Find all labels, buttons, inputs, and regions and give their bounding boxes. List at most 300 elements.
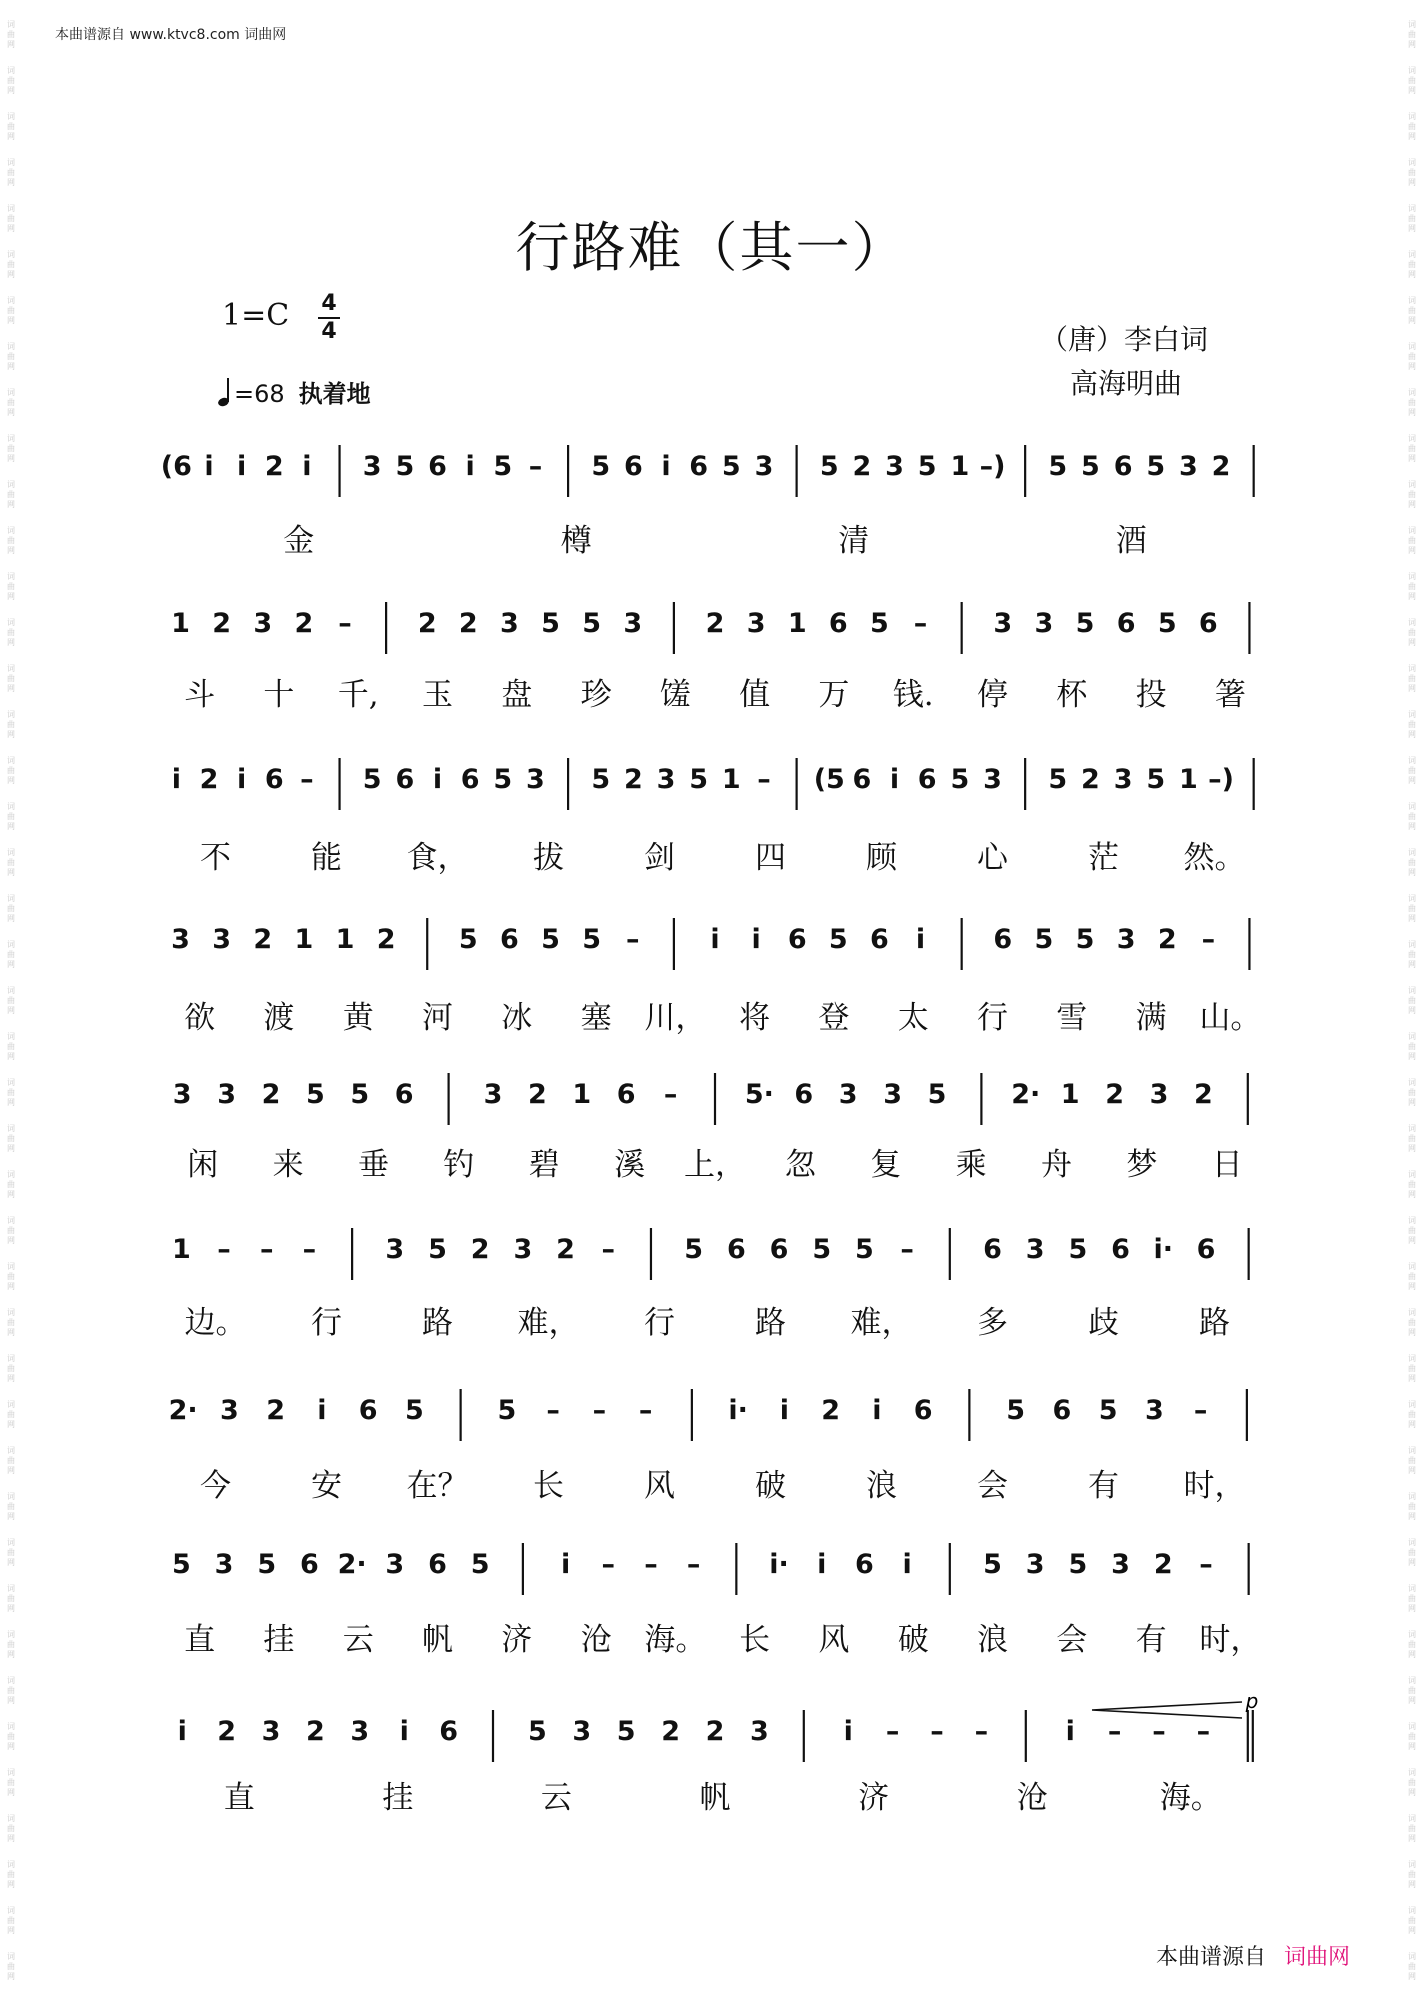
jianpu-note: 6 [428,451,447,482]
watermark-mark: 词 曲 网 [7,618,15,647]
lyric-syllable: 忽 [784,1147,816,1183]
jianpu-note: 6 [983,1234,1002,1265]
time-signature-bottom: 4 [321,319,337,344]
watermark-mark: 词 曲 网 [7,1400,15,1429]
jianpu-note: i [779,1395,790,1426]
watermark-mark: 词 曲 网 [1408,204,1416,233]
watermark-mark: 词 曲 网 [7,1354,15,1383]
jianpu-note: 1 [721,764,741,795]
watermark-mark: 词 曲 网 [7,848,15,877]
lyric-syllable: 垂 [357,1147,389,1183]
jianpu-note: 2 [623,764,643,795]
lyric-syllable: 有 [1135,1622,1167,1658]
jianpu-note: 5 [1157,608,1177,639]
watermark-mark: 词 曲 网 [1408,1584,1416,1613]
watermark-mark: 词 曲 网 [1408,1354,1416,1383]
jianpu-note: 6 [1196,1234,1216,1265]
jianpu-note: – [1107,1716,1122,1747]
watermark-mark: 词 曲 网 [7,1538,15,1567]
watermark-mark: 词 曲 网 [1408,664,1416,693]
jianpu-note: 3 [885,451,904,482]
header-source-line: 本曲谱源自 www.ktvc8.com 词曲网 [55,27,287,43]
watermark-mark: 词 曲 网 [1408,1032,1416,1061]
jianpu-note: 6 [689,451,709,482]
watermark-mark: 词 曲 网 [1408,526,1416,555]
lyric-syllable: 投 [1135,677,1167,713]
jianpu-note: 6 [428,1549,447,1580]
lyric-syllable: 浪 [977,1622,1008,1658]
lyric-syllable: 乘 [955,1147,987,1183]
lyric-syllable: 川， [644,1000,707,1036]
lyric-syllable: 行 [977,1000,1008,1036]
jianpu-note: i [399,1716,409,1747]
watermark-mark: 词 曲 网 [7,1446,15,1475]
jianpu-note: 2 [1157,924,1177,955]
jianpu-note: – [930,1716,944,1747]
lyric-syllable: 万 [818,677,850,713]
lyric-syllable: 有 [1088,1468,1119,1504]
watermark-mark: 词 曲 网 [7,986,15,1015]
expression-marking: 执着地 [298,380,371,408]
jianpu-note: 5 [1146,764,1166,795]
lyric-syllable: 路 [1199,1305,1230,1341]
lyric-syllable: 河 [422,1000,453,1036]
lyric-syllable: 破 [897,1622,929,1658]
jianpu-note: 3 [656,764,676,795]
lyric-syllable: 斗 [184,677,216,713]
lyric-syllable: 馐 [659,677,691,713]
lyric-syllable: 歧 [1088,1305,1119,1341]
jianpu-note: 3 [993,608,1013,639]
jianpu-note: i [302,451,312,482]
jianpu-note: 5 [1048,764,1068,795]
jianpu-note: 3 [483,1079,503,1110]
jianpu-note: 3 [623,608,643,639]
jianpu-note: 1 [171,1234,191,1265]
jianpu-note: – [900,1234,914,1265]
decrescendo-hairpin [1092,1702,1242,1718]
jianpu-note: i· [1153,1234,1174,1265]
jianpu-note: 5 [528,1716,547,1747]
watermark-mark: 词 曲 网 [1408,1216,1416,1245]
right-watermark-strip [1401,0,1423,2002]
footer-site-name: 词曲网 [1284,1945,1351,1970]
jianpu-note: –) [1208,764,1234,795]
jianpu-note: – [626,924,640,955]
watermark-mark: 词 曲 网 [1408,848,1416,877]
jianpu-note: 3 [746,608,766,639]
watermark-mark: 词 曲 网 [7,1906,15,1935]
watermark-mark: 词 曲 网 [7,1860,15,1889]
jianpu-note: 1 [171,608,190,639]
watermark-mark: 词 曲 网 [1408,296,1416,325]
watermark-mark: 词 曲 网 [1408,1722,1416,1751]
watermark-mark: 词 曲 网 [7,1768,15,1797]
watermark-mark: 词 曲 网 [7,1630,15,1659]
watermark-mark: 词 曲 网 [7,1722,15,1751]
lyric-syllable: 安 [311,1468,342,1504]
jianpu-note: 5 [591,451,611,482]
composer-credit: 高海明曲 [1070,367,1183,400]
jianpu-note: – [1152,1716,1166,1747]
jianpu-note: 2 [1081,764,1100,795]
jianpu-note: 5 [927,1079,947,1110]
jianpu-note: 2· [168,1395,198,1426]
jianpu-note: 2· [1011,1079,1041,1110]
watermark-mark: 词 曲 网 [7,1078,15,1107]
song-title: 行路难（其一） [515,216,908,279]
jianpu-note: – [217,1234,231,1265]
jianpu-note: 2 [253,924,273,955]
jianpu-note: 2 [212,608,232,639]
lyric-syllable: 今 [200,1468,231,1504]
watermark-mark: 词 曲 网 [7,296,15,325]
jianpu-note: i [889,764,900,795]
lyric-syllable: 盘 [501,677,533,713]
jianpu-note: 5 [917,451,937,482]
jianpu-note: i [560,1549,571,1580]
jianpu-note: 3 [1116,924,1136,955]
jianpu-note: 5 [497,1395,517,1426]
lyric-syllable: 舟 [1041,1147,1073,1183]
watermark-mark: 词 曲 网 [1408,342,1416,371]
jianpu-note: 2 [470,1234,490,1265]
lyric-syllable: 路 [755,1305,786,1341]
lyric-syllable: 心 [977,840,1008,876]
jianpu-note: 5 [171,1549,191,1580]
jianpu-note: 5 [721,451,741,482]
jianpu-note: 5 [493,764,513,795]
lyric-syllable: 风 [818,1622,850,1658]
lyric-syllable: 会 [1056,1622,1088,1658]
jianpu-note: 6 [394,1079,414,1110]
watermark-mark: 词 曲 网 [1408,1078,1416,1107]
jianpu-note: i· [769,1549,789,1580]
jianpu-note: 1 [1060,1079,1080,1110]
watermark-mark: 词 曲 网 [1408,802,1416,831]
lyric-syllable: 箸 [1214,677,1246,713]
jianpu-note: 5 [616,1716,636,1747]
lyric-syllable: 沧 [580,1622,612,1658]
jianpu-note: 6 [1111,1234,1130,1265]
jianpu-note: 3 [1178,451,1198,482]
jianpu-note: 2 [528,1079,547,1110]
key-signature: 1=C [222,298,290,333]
lyric-syllable: 碧 [528,1147,560,1183]
lyric-syllable: 溪 [614,1147,646,1183]
jianpu-note: 5 [541,608,560,639]
jianpu-note: 5 [1098,1395,1118,1426]
jianpu-note: 2 [199,764,219,795]
jianpu-note: –) [979,451,1006,482]
watermark-mark: 词 曲 网 [7,1676,15,1705]
jianpu-note: i [915,924,926,955]
lyric-syllable: 来 [272,1147,304,1183]
jianpu-note: 3 [214,1549,234,1580]
lyric-syllable: 上， [684,1147,746,1183]
watermark-mark: 词 曲 网 [7,20,15,49]
jianpu-note: 5 [1006,1395,1026,1426]
jianpu-note: 2 [556,1234,575,1265]
lyric-syllable: 直 [223,1780,255,1816]
jianpu-note: 3 [1113,764,1133,795]
jianpu-note: 2 [458,608,478,639]
jianpu-note: 6 [1052,1395,1072,1426]
jianpu-note: 5 [1068,1549,1088,1580]
jianpu-note: (5 [813,764,845,795]
jianpu-note: 5 [1034,924,1054,955]
jianpu-note: 5 [582,608,602,639]
lyric-syllable: 浪 [866,1468,897,1504]
footer-source [1156,1940,1350,1971]
watermark-mark: 词 曲 网 [7,250,15,279]
jianpu-note: i [710,924,720,955]
watermark-mark: 词 曲 网 [1408,20,1416,49]
jianpu-note: i [171,764,181,795]
lyric-syllable: 挂 [263,1622,295,1658]
watermark-mark: 词 曲 网 [7,1032,15,1061]
jianpu-note: 5 [828,924,848,955]
jianpu-note: 3 [1025,1234,1045,1265]
watermark-mark: 词 曲 网 [1408,1308,1416,1337]
lyric-syllable: 杯 [1056,677,1088,713]
lyric-syllable: 冰 [501,1000,533,1036]
jianpu-note: 2 [1194,1079,1213,1110]
jianpu-note: 6 [828,608,848,639]
watermark-mark: 词 曲 网 [7,66,15,95]
lyric-syllable: 风 [644,1468,675,1504]
jianpu-note: 6 [264,764,284,795]
jianpu-note: 6 [395,764,415,795]
jianpu-note: 3 [1034,608,1054,639]
jianpu-note: 2 [1105,1079,1124,1110]
lyric-syllable: 会 [977,1468,1008,1504]
jianpu-note: 2· [337,1549,367,1580]
lyric-syllable: 行 [311,1305,342,1341]
jianpu-note: 3 [385,1234,405,1265]
jianpu-note: – [302,1234,317,1265]
jianpu-note: 2 [306,1716,325,1747]
watermark-mark: 词 曲 网 [7,1952,15,1981]
lyric-syllable: 茫 [1088,840,1119,876]
watermark-mark: 词 曲 网 [7,158,15,187]
watermark-mark: 词 曲 网 [1408,1814,1416,1843]
jianpu-note: 5 [1068,1234,1088,1265]
jianpu-note: 6 [300,1549,319,1580]
lyric-syllable: 破 [755,1468,786,1504]
jianpu-note: 5 [428,1234,447,1265]
watermark-mark: 词 曲 网 [1408,66,1416,95]
watermark-mark: 词 曲 网 [1408,1768,1416,1797]
jianpu-note: i [236,764,247,795]
jianpu-note: i [872,1395,882,1426]
dynamic-marking: p [1245,1689,1259,1713]
jianpu-note: 6 [623,451,643,482]
jianpu-note: 3 [500,608,519,639]
jianpu-note: 5 [983,1549,1002,1580]
jianpu-note: 6 [794,1079,814,1110]
jianpu-note: 6 [917,764,937,795]
jianpu-note: – [885,1716,900,1747]
lyric-syllable: 云 [540,1780,572,1816]
lyric-syllable: 长 [533,1468,564,1504]
lyric-syllable: 帆 [699,1780,731,1816]
lyric-syllable: 难， [517,1305,580,1341]
watermark-mark: 词 曲 网 [7,894,15,923]
jianpu-note: 6 [855,1549,874,1580]
watermark-mark: 词 曲 网 [1408,1860,1416,1889]
lyric-syllable: 在？ [406,1468,469,1504]
jianpu-note: – [757,764,771,795]
jianpu-note: – [528,451,543,482]
lyric-syllable: 沧 [1016,1780,1048,1816]
lyric-syllable: 停 [977,677,1008,713]
watermark-mark: 词 曲 网 [1408,1906,1416,1935]
jianpu-note: 5 [689,764,709,795]
watermark-mark: 词 曲 网 [7,1584,15,1613]
jianpu-note: 2 [1211,451,1231,482]
watermark-mark: 词 曲 网 [1408,572,1416,601]
lyric-syllable: 将 [739,1000,771,1036]
tempo-value: =68 [234,380,285,408]
lyric-syllable: 珍 [580,677,612,713]
watermark-mark: 词 曲 网 [7,434,15,463]
watermark-mark: 词 曲 网 [7,388,15,417]
lyric-syllable: 渡 [263,1000,295,1036]
lyric-syllable: 路 [422,1305,453,1341]
jianpu-note: – [601,1234,616,1265]
jianpu-note: 3 [217,1079,236,1110]
lyric-syllable: 玉 [422,677,453,713]
lyric-syllable: 千, [337,677,379,713]
lyric-syllable: 云 [342,1622,374,1658]
jianpu-note: i [236,451,247,482]
jianpu-note: 6 [439,1716,458,1747]
jianpu-note: 5 [404,1395,424,1426]
watermark-mark: 词 曲 网 [7,940,15,969]
watermark-mark: 词 曲 网 [7,204,15,233]
jianpu-note: 3 [1111,1549,1130,1580]
footer-source-label: 本曲谱源自 [1156,1945,1267,1970]
watermark-mark: 词 曲 网 [7,526,15,555]
watermark-mark: 词 曲 网 [1408,1538,1416,1567]
jianpu-note: 5 [1075,924,1095,955]
jianpu-note: 3 [362,451,382,482]
lyric-syllable: 时， [1183,1468,1246,1504]
watermark-mark: 词 曲 网 [7,802,15,831]
jianpu-note: 5 [582,924,602,955]
watermark-mark: 词 曲 网 [1408,1492,1416,1521]
jianpu-note: 6 [913,1395,933,1426]
jianpu-note: – [974,1716,989,1747]
jianpu-note: 1 [294,924,314,955]
watermark-mark: 词 曲 网 [1408,894,1416,923]
jianpu-note: 3 [572,1716,592,1747]
jianpu-note: 5 [591,764,611,795]
watermark-mark: 词 曲 网 [7,342,15,371]
jianpu-note: – [913,608,928,639]
lyric-syllable: 直 [184,1622,216,1658]
jianpu-note: 6 [460,764,480,795]
lyric-syllable: 闲 [187,1147,219,1183]
jianpu-note: 5 [306,1079,325,1110]
jianpu-note: 5 [855,1234,874,1265]
lyric-syllable: 登 [818,1000,850,1036]
watermark-mark: 词 曲 网 [7,1124,15,1153]
jianpu-note: 2 [376,924,396,955]
lyric-syllable: 钱. [892,677,934,713]
jianpu-note: 5 [950,764,970,795]
jianpu-note: 3 [219,1395,239,1426]
watermark-mark: 词 曲 网 [7,480,15,509]
jianpu-note: 3 [1144,1395,1164,1426]
jianpu-note: – [546,1395,560,1426]
lyricist-credit: （唐）李白词 [1040,323,1209,356]
watermark-mark: 词 曲 网 [7,1216,15,1245]
jianpu-note: 5 [470,1549,490,1580]
lyric-syllable: 海。 [1159,1780,1222,1816]
jianpu-note: 3 [172,1079,192,1110]
jianpu-note: 6 [769,1234,789,1265]
jianpu-note: 3 [883,1079,902,1110]
jianpu-note: – [663,1079,678,1110]
jianpu-note: 6 [1198,608,1218,639]
jianpu-note: – [644,1549,658,1580]
watermark-mark: 词 曲 网 [1408,112,1416,141]
watermark-mark: 词 曲 网 [1408,710,1416,739]
lyric-syllable: 钓 [443,1147,475,1183]
jianpu-note: 5 [1075,608,1095,639]
lyric-syllable: 食， [406,840,469,876]
jianpu-note: 2 [821,1395,841,1426]
watermark-mark: 词 曲 网 [7,1170,15,1199]
lyric-syllable: 值 [739,677,771,713]
jianpu-note: 5 [541,924,560,955]
lyric-syllable: 梦 [1126,1147,1158,1183]
jianpu-note: 2 [266,1395,286,1426]
jianpu-note: 3 [253,608,273,639]
lyric-syllable: 剑 [644,840,675,876]
jianpu-note: 3 [754,451,774,482]
jianpu-note: 2 [264,451,284,482]
jianpu-note: 2 [705,1716,725,1747]
lyric-syllable: 日 [1211,1147,1243,1183]
jianpu-note: 3 [350,1716,370,1747]
jianpu-note: 2 [217,1716,236,1747]
watermark-mark: 词 曲 网 [7,664,15,693]
lyric-syllable: 拔 [533,840,564,876]
lyric-syllable: 樽 [560,523,592,559]
jianpu-note: i [465,451,475,482]
jianpu-note: 2 [1153,1549,1173,1580]
lyric-syllable: 黄 [342,1000,374,1036]
lyric-syllable: 济 [858,1780,890,1816]
jianpu-note: – [601,1549,616,1580]
watermark-mark: 词 曲 网 [1408,388,1416,417]
time-signature [318,292,340,344]
jianpu-note: 5 [493,451,513,482]
watermark-mark: 词 曲 网 [1408,1262,1416,1291]
lyric-syllable: 欲 [184,1000,216,1036]
lyric-syllable: 济 [501,1622,533,1658]
watermark-mark: 词 曲 网 [1408,1400,1416,1429]
jianpu-note: i [177,1716,187,1747]
jianpu-note: 5 [395,451,415,482]
watermark-mark: 词 曲 网 [1408,618,1416,647]
jianpu-note: 3 [212,924,232,955]
watermark-mark: 词 曲 网 [1408,756,1416,785]
jianpu-note: 2 [852,451,872,482]
